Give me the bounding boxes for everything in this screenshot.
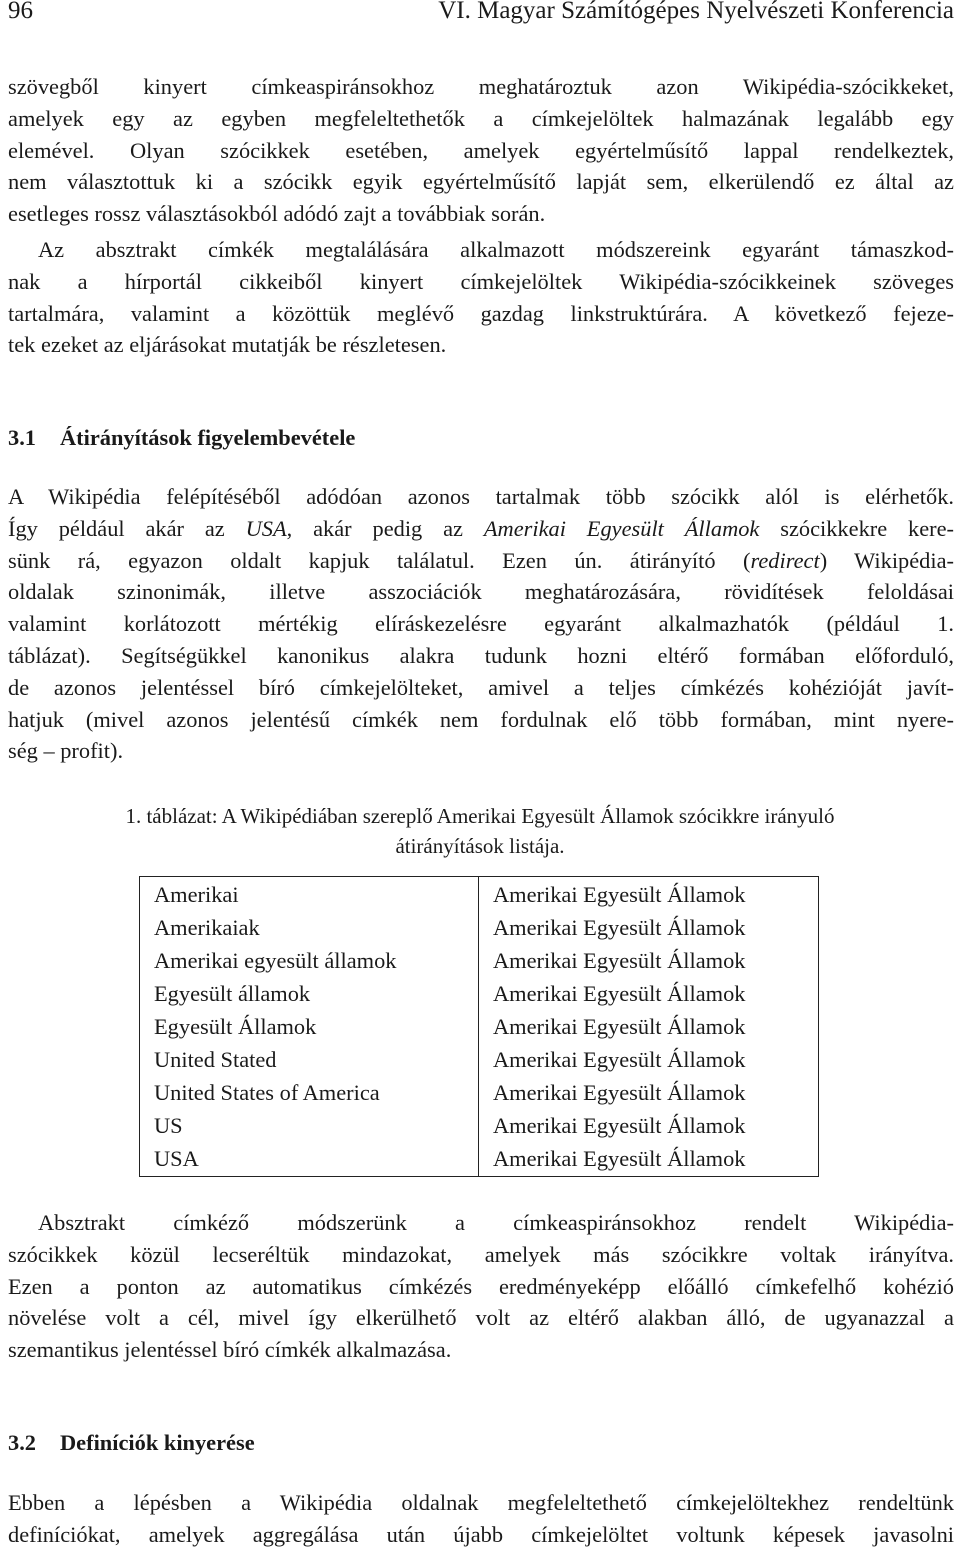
text-line: táblázat). Segítségükkel kanonikus alakra tudunk hozni eltérő formában előforduló, bbox=[8, 642, 954, 668]
section-title: Definíciók kinyerése bbox=[60, 1430, 255, 1455]
text-line: oldalak szinonimák, illetve asszociációk meghatározására, rövidítések feloldásai bbox=[8, 579, 954, 605]
italic-term: USA bbox=[245, 515, 287, 541]
redirect-target-cell: Amerikai Egyesült Államok bbox=[493, 1146, 746, 1171]
text-line: szövegből kinyert címkeaspiránsokhoz meghatároztuk azon Wikipédia-szócikkeket, bbox=[8, 74, 954, 99]
text-run: sünk rá, egyazon oldalt kapjuk találatul. Ezen ún. átirányító ( bbox=[8, 547, 751, 573]
redirect-target-cell: Amerikai Egyesült Államok bbox=[493, 948, 746, 973]
redirect-source-cell: US bbox=[140, 1109, 479, 1142]
paragraph-1 bbox=[8, 71, 954, 230]
paragraph-3 bbox=[8, 481, 954, 767]
text-line: elemével. Olyan szócikkek esetében, amelyek egyértelműsítő lappal rendelkeztek, bbox=[8, 137, 954, 163]
text-line: valamint korlátozott mértékig elíráskezelésre egyaránt alkalmazhatók (például 1. bbox=[8, 611, 954, 637]
text-line: esetleges rossz választásokból adódó zajt a továbbiak során. bbox=[8, 201, 546, 227]
page-header bbox=[8, 0, 954, 28]
redirect-target-cell: Amerikai Egyesült Államok bbox=[493, 1047, 746, 1072]
table-row bbox=[140, 1109, 819, 1142]
redirect-source-cell: USA bbox=[140, 1142, 479, 1177]
text-run: ) Wikipédia- bbox=[819, 547, 954, 573]
paragraph-5 bbox=[8, 1487, 954, 1551]
section-number: 3.2 bbox=[8, 1430, 36, 1455]
text-line: Absztrakt címkéző módszerünk a címkeaspiránsokhoz rendelt Wikipédia- bbox=[38, 1210, 954, 1235]
redirect-source-cell: Amerikai bbox=[140, 877, 479, 912]
text-run: , akár pedig az bbox=[286, 515, 484, 541]
running-title: VI. Magyar Számítógépes Nyelvészeti Konferencia bbox=[438, 0, 954, 24]
redirect-source-cell: Amerikaiak bbox=[140, 911, 479, 944]
section-heading-3-2 bbox=[8, 1428, 255, 1458]
caption-line: 1. táblázat: A Wikipédiában szereplő Amerikai Egyesült Államok szócikkre irányuló bbox=[125, 804, 835, 828]
redirect-target-cell: Amerikai Egyesült Államok bbox=[493, 981, 746, 1006]
redirect-source-cell: Egyesült Államok bbox=[140, 1010, 479, 1043]
text-line: amelyek egy az egyben megfeleltethetők a címkejelöltek halmazának legalább egy bbox=[8, 105, 954, 131]
table-row bbox=[140, 1010, 819, 1043]
redirect-source-cell: United States of America bbox=[140, 1076, 479, 1109]
redirect-source-cell: United Stated bbox=[140, 1043, 479, 1076]
section-title: Átirányítások figyelembevétele bbox=[60, 425, 356, 450]
redirects-table bbox=[139, 876, 819, 1177]
italic-term: Amerikai Egyesült Államok bbox=[483, 515, 760, 541]
text-line: ség – profit). bbox=[8, 738, 124, 764]
redirect-target-cell: Amerikai Egyesült Államok bbox=[493, 1080, 746, 1105]
section-heading-3-1 bbox=[8, 423, 355, 453]
table-row bbox=[140, 1076, 819, 1109]
text-line: Az absztrakt címkék megtalálására alkalmazott módszereink egyaránt támaszkod- bbox=[38, 237, 954, 262]
table-row bbox=[140, 1142, 819, 1177]
italic-term: redirect bbox=[750, 547, 820, 573]
table-row bbox=[140, 911, 819, 944]
text-line: nak a hírportál cikkeiből kinyert címkejelöltek Wikipédia-szócikkeinek szöveges bbox=[8, 268, 954, 294]
text-line: tartalmára, valamint a közöttük meglévő gazdag linkstruktúrára. A következő fejeze- bbox=[8, 300, 954, 326]
table-row bbox=[140, 1043, 819, 1076]
text-line: növelése volt a cél, mivel így elkerülhető volt az eltérő alakban álló, de ugyanazzal a bbox=[8, 1305, 954, 1331]
text-line: hatjuk (mivel azonos jelentésű címkék nem fordulnak elő több formában, mint nyere- bbox=[8, 706, 954, 732]
text-line: Ebben a lépésben a Wikipédia oldalnak megfeleltethető címkejelöltekhez rendeltünk bbox=[8, 1490, 954, 1515]
table-row bbox=[140, 977, 819, 1010]
table-row bbox=[140, 877, 819, 912]
text-run: szócikkekre kere- bbox=[759, 515, 955, 541]
text-line bbox=[8, 513, 954, 545]
text-run: Így például akár az bbox=[8, 515, 246, 541]
redirect-target-cell: Amerikai Egyesült Államok bbox=[493, 1014, 746, 1039]
text-line: tek ezeket az eljárásokat mutatják be részletesen. bbox=[8, 332, 447, 358]
text-line: szócikkek közül lecseréltük mindazokat, amelyek más szócikkre voltak irányítva. bbox=[8, 1241, 954, 1267]
text-line: szemantikus jelentéssel bíró címkék alkalmazása. bbox=[8, 1337, 452, 1363]
section-number: 3.1 bbox=[8, 425, 36, 450]
text-line: A Wikipédia felépítéséből adódóan azonos tartalmak több szócikk alól is elérhetők. bbox=[8, 484, 954, 509]
redirect-target-cell: Amerikai Egyesült Államok bbox=[493, 882, 746, 907]
table-caption bbox=[0, 801, 960, 861]
text-line: definíciókat, amelyek aggregálása után újabb címkejelöltet voltunk képesek javasolni bbox=[8, 1521, 954, 1547]
redirect-target-cell: Amerikai Egyesült Államok bbox=[493, 915, 746, 940]
page-number: 96 bbox=[8, 0, 33, 24]
text-line: Ezen a ponton az automatikus címkézés eredményeképp előálló címkefelhő kohézió bbox=[8, 1273, 954, 1299]
paragraph-2 bbox=[8, 234, 954, 361]
text-line bbox=[8, 545, 954, 577]
table-body bbox=[140, 877, 819, 1177]
table-row bbox=[140, 944, 819, 977]
paragraph-4 bbox=[8, 1207, 954, 1366]
text-line: nem választottuk ki a szócikk egyik egyértelműsítő lapját sem, elkerülendő ez által az bbox=[8, 169, 954, 195]
redirect-source-cell: Amerikai egyesült államok bbox=[140, 944, 479, 977]
text-line: de azonos jelentéssel bíró címkejelölteket, amivel a teljes címkézés kohézióját javít- bbox=[8, 674, 954, 700]
redirect-source-cell: Egyesült államok bbox=[140, 977, 479, 1010]
caption-line: átirányítások listája. bbox=[395, 834, 565, 858]
redirect-target-cell: Amerikai Egyesült Államok bbox=[493, 1113, 746, 1138]
